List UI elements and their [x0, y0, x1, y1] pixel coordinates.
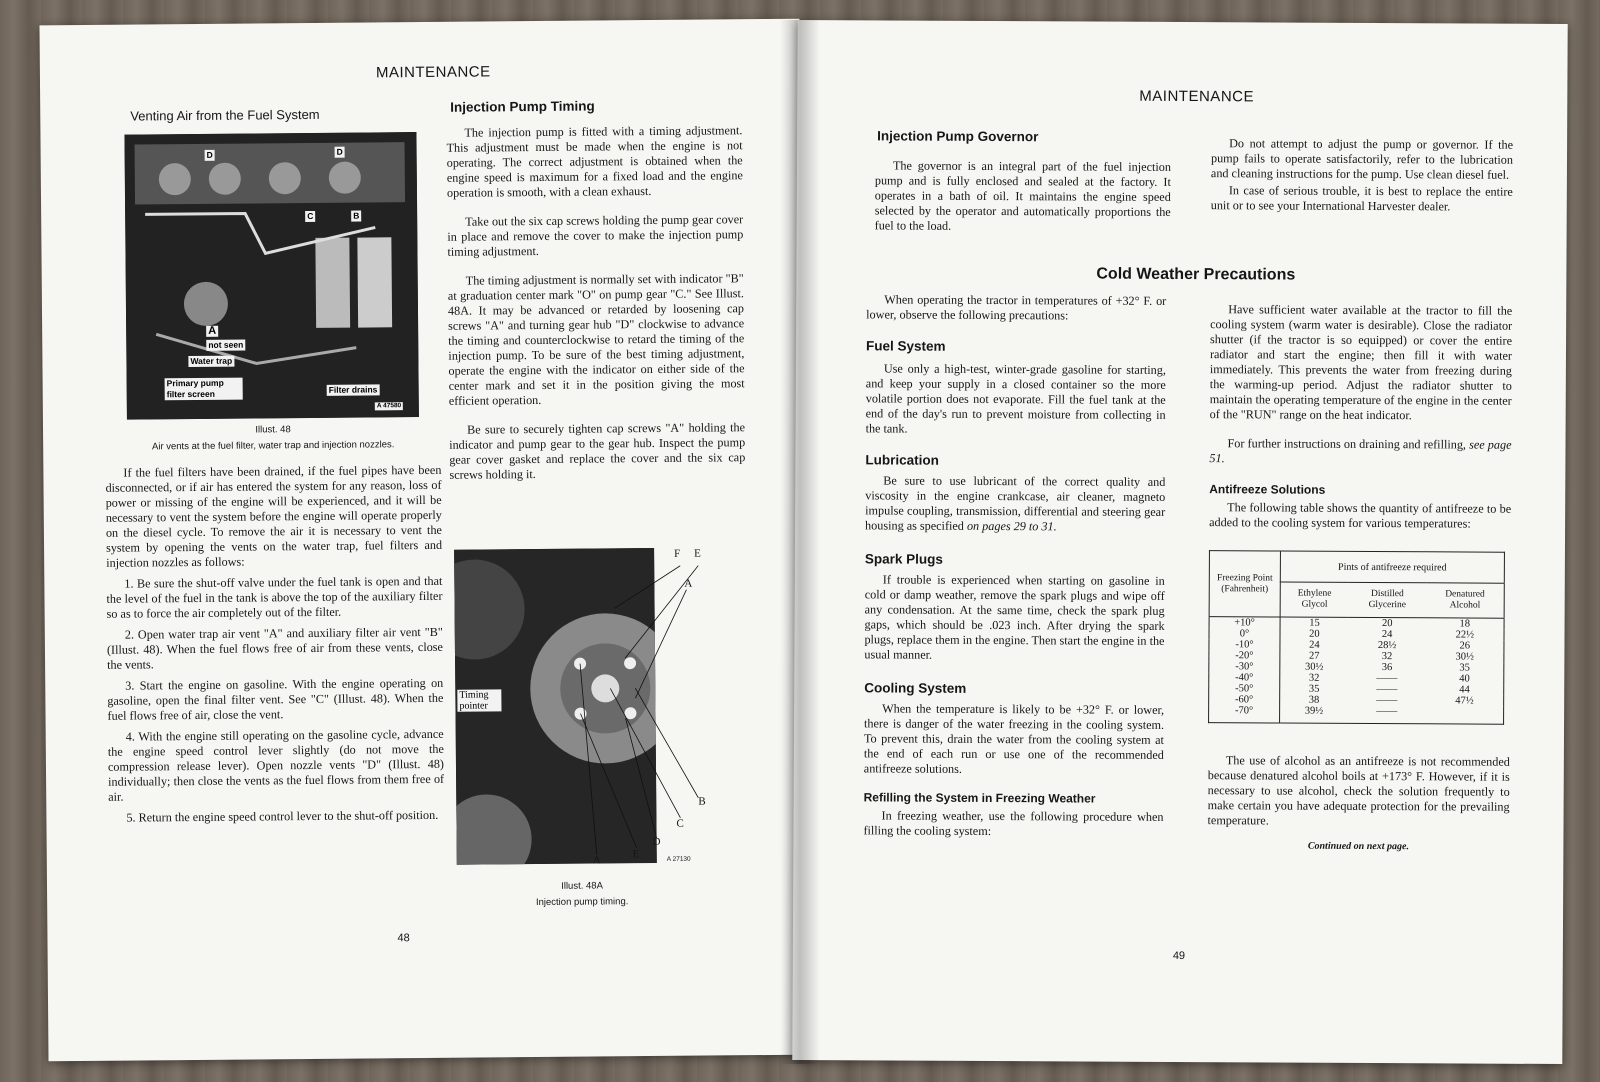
section-title-cooling-system: Cooling System: [864, 680, 967, 696]
table-cell: 30½: [1305, 661, 1324, 673]
section-title-refilling: Refilling the System in Freezing Weather: [863, 790, 1096, 806]
table-header-ethylene: Ethylene Glycol: [1280, 582, 1348, 617]
table-cell: ——: [1376, 673, 1398, 685]
table-cell: -50°: [1209, 683, 1280, 694]
lubrication-page-ref: on pages 29 to 31.: [966, 518, 1057, 534]
table-cell: 22½: [1455, 629, 1474, 641]
table-header-glycerine: Distilled Glycerine: [1348, 582, 1426, 617]
page-header: MAINTENANCE: [375, 63, 491, 82]
serious-trouble-paragraph: In case of serious trouble, it is best to replace the entire unit or to see your International Harvester dealer.: [1210, 183, 1513, 214]
illus48a-label-a-bottom: A: [592, 854, 601, 867]
venting-step-2: 2. Open water trap air vent "A" and auxiliary filter air vent "B" (Illust. 48). When the fuel flows free of air from these vents, close the vents.: [106, 624, 443, 672]
illustration-48a: [454, 547, 729, 871]
table-cell: ——: [1376, 684, 1398, 696]
cooling-system-paragraph: When the temperature is likely to be +32° F. or lower, there is danger of the water freezing in the cooling system. To prevent this, drain the water from the cooling system at the end of each run or use one of the recommended antifreeze solutions.: [863, 701, 1165, 776]
illus48-label-d1: D: [205, 150, 215, 161]
page-number-right: 49: [1172, 949, 1186, 963]
illus48a-number: Illust. 48A: [561, 880, 603, 892]
table-cell: 28½: [1377, 640, 1397, 652]
table-cell: -20°: [1209, 650, 1280, 661]
governor-warning-paragraph: Do not attempt to adjust the pump or governor. If the pump fails to operate satisfactorily, refer to the lubrication and cleaning instructions for the pump. Use clean diesel fuel.: [1210, 136, 1514, 182]
illus48-caption: Air vents at the fuel filter, water trap and injection nozzles.: [151, 439, 395, 453]
illus48a-label-d: D: [652, 835, 661, 849]
table-cell: -70°: [1209, 705, 1280, 723]
water-procedure-paragraph: Have sufficient water available at the tractor to fill the cooling system (warm water is desirable). Close the radiator shutter (if the tractor is so equipped) or cover the entire radiator and start the engine; then fill it with water immediately. This prevents the water from freezing during the warming-up period. Adjust the radiator shutter to maintain the operating temperature of the engine in the center of the "RUN" range on the heat indicator.: [1209, 302, 1513, 423]
timing-paragraph-1: The injection pump is fitted with a timing adjustment. This adjustment must be made when the engine is not operating. The correct adjustment is obtained when the engine speed is maximum for a fixed load and the engine operation is smooth, with a clean exhaust.: [446, 123, 743, 200]
table-cell: 39½: [1304, 705, 1324, 717]
section-title-spark-plugs: Spark Plugs: [864, 551, 943, 567]
table-cell: 15: [1309, 617, 1320, 629]
timing-paragraph-4: Be sure to securely tighten cap screws "A" holding the indicator and pump gear to the gear hub. Inspect the pump gear cover gasket and replace the cover and the six cap screws holding it.: [449, 420, 746, 482]
illus48a-label-e-top: E: [694, 547, 701, 560]
table-cell: -30°: [1209, 661, 1280, 672]
table-cell: ——: [1376, 695, 1398, 707]
section-title-antifreeze: Antifreeze Solutions: [1209, 482, 1326, 497]
table-cell: 20: [1381, 618, 1393, 630]
section-title-cold-weather: Cold Weather Precautions: [1096, 265, 1296, 284]
section-title-fuel-system: Fuel System: [865, 338, 946, 354]
cold-weather-intro: When operating the tractor in temperatures of +32° F. or lower, observe the following precautions:: [866, 292, 1167, 323]
table-header-alcohol: Denatured Alcohol: [1426, 583, 1504, 618]
table-header-freezing-point: Freezing Point (Fahrenheit): [1209, 551, 1280, 617]
illus48-label-primary-pump: Primary pump filter screen: [165, 378, 243, 401]
venting-step-4: 4. With the engine still operating on the gasoline cycle, advance the engine speed control lever slightly (do not move the compression release lever). Open nozzle vents "D" (Illust. 48) individually; then close the vents as the fuel flows from them free of air.: [107, 726, 445, 804]
section-title-governor: Injection Pump Governor: [877, 128, 1039, 145]
venting-step-1: 1. Be sure the shut-off valve under the fuel tank is open and that the level of the fuel in the tank is above the top of the auxiliary filter so as to force the air completely out of the filter.: [106, 573, 443, 621]
illus48-label-d2: D: [335, 147, 345, 158]
illus48a-label-b: B: [698, 795, 706, 808]
illus48-label-b: B: [351, 211, 361, 222]
table-cell: -40°: [1209, 672, 1280, 683]
illus48-label-filter-drains: Filter drains: [327, 384, 380, 395]
illus48a-label-f: F: [674, 547, 681, 560]
venting-step-5: 5. Return the engine speed control lever to the shut-off position.: [126, 807, 439, 825]
table-cell: 32: [1308, 672, 1320, 684]
fuel-system-paragraph: Use only a high-test, winter-grade gasoline for starting, and keep your supply in a closed container so the more volatile portion does not evaporate. Fill the fuel tank at the end of the day's run to prevent moisture from collecting in the tank.: [865, 361, 1166, 436]
book-gutter: [780, 20, 820, 1064]
alcohol-warning-paragraph: The use of alcohol as an antifreeze is not recommended because denatured alcohol boils at +173° F. However, if it is necessary to use alcohol, check the solution frequently to make certain you have adequate protection for the prevailing temperature.: [1207, 753, 1510, 828]
table-cell: 35: [1459, 662, 1470, 674]
left-page: [39, 19, 808, 1062]
refilling-paragraph: In freezing weather, use the following procedure when filling the cooling system:: [863, 808, 1164, 839]
timing-paragraph-2: Take out the six cap screws holding the pump gear cover in place and remove the cover to make the injection pump timing adjustment.: [447, 212, 744, 259]
page-header: MAINTENANCE: [1139, 87, 1255, 106]
antifreeze-table: [1208, 550, 1505, 725]
table-cell: 0°: [1209, 628, 1280, 639]
lubrication-paragraph: Be sure to use lubricant of the correct quality and viscosity in the engine crankcase, air cleaner, magneto impulse coupling, transmission, differential and steering gear housing as specified: [865, 473, 1166, 533]
table-row: [1209, 705, 1504, 724]
table-cell: ——: [1376, 706, 1398, 718]
illus48-label-ref: A 47580: [375, 402, 403, 410]
table-row: [1209, 617, 1504, 630]
table-cell: 27: [1309, 650, 1320, 662]
table-cell: 36: [1381, 662, 1393, 674]
table-cell: 26: [1459, 640, 1470, 652]
table-cell: 20: [1309, 628, 1320, 640]
illus48-label-not-seen: not seen: [206, 340, 245, 351]
illus48a-label-a-top: A: [684, 577, 693, 590]
table-cell: -60°: [1209, 694, 1280, 705]
page-number-left: 48: [397, 932, 410, 945]
illus48a-leader-lines: [454, 547, 729, 871]
illus48a-label-c: C: [676, 817, 684, 830]
further-instructions-ref: see page 51.: [1209, 437, 1512, 466]
table-cell: +10°: [1209, 617, 1280, 629]
section-title-pump-timing: Injection Pump Timing: [450, 98, 595, 115]
table-cell: -10°: [1209, 639, 1280, 650]
table-cell: 44: [1459, 684, 1470, 696]
governor-paragraph: The governor is an integral part of the fuel injection pump and is fully enclosed and sealed at the factory. It operates in a bath of oil. It maintains the engine speed selected by the operator and automatically proportions the fuel to the load.: [874, 158, 1172, 233]
further-instructions-text: For further instructions on draining and refilling,: [1227, 436, 1467, 452]
table-cell: 32: [1381, 651, 1393, 663]
illus48-label-a: A: [208, 324, 217, 337]
table-cell: 47½: [1455, 695, 1474, 707]
table-cell: 24: [1309, 639, 1320, 651]
spark-plugs-paragraph: If trouble is experienced when starting on gasoline in cold or damp weather, remove the spark plugs and wipe off any condensation. At the same time, check the spark plug gaps, which should be .023 inch. After drying the spark plugs, replace them in the engine. Then start the engine in the usual manner.: [864, 572, 1165, 662]
table-header-pints: Pints of antifreeze required: [1280, 551, 1504, 583]
venting-paragraph: If the fuel filters have been drained, if the fuel pipes have been disconnected, or if air has entered the system for any reason, loss of power or missing of the engine will be experienced, and it will be necessary to vent the system before the engine will operate properly on the diesel cycle. To remove the air it is necessary to vent the system by opening the vents on the water trap, fuel filters and injection nozzles as follows:: [105, 462, 443, 570]
table-cell: 18: [1459, 618, 1471, 630]
illus48-label-water-trap: Water trap: [188, 356, 234, 367]
illus48a-label-e-bottom: E: [632, 848, 640, 861]
illustration-48-photo: [124, 132, 418, 420]
table-cell: 38: [1308, 694, 1320, 706]
table-cell: 30½: [1455, 651, 1474, 663]
engine-photo-drawing: [124, 132, 418, 420]
illus48-number: Illust. 48: [255, 424, 291, 436]
antifreeze-intro: The following table shows the quantity of antifreeze to be added to the cooling system for various temperatures:: [1209, 500, 1512, 531]
section-title-lubrication: Lubrication: [865, 452, 939, 468]
illus48a-label-timing-pointer: Timing pointer: [457, 689, 501, 711]
illus48a-caption: Injection pump timing.: [535, 896, 629, 909]
venting-step-3: 3. Start the engine on gasoline. With the engine operating on gasoline, open the final filter vent. See "C" (Illust. 48). When the fuel flows free of air, close the vent.: [107, 675, 444, 723]
illus48a-label-ref: A 27130: [666, 855, 691, 863]
section-title-venting: Venting Air from the Fuel System: [130, 106, 320, 124]
table-cell: 35: [1308, 683, 1320, 695]
timing-paragraph-3: The timing adjustment is normally set with indicator "B" at graduation center mark "O" on pump gear "C." See Illust. 48A. It may be advanced or retarded by loosening cap screws "A" and turning gear hub "D" clockwise to advance the timing and counterclockwise to retard the timing of the injection pump. To be sure of the best timing adjustment, operate the engine with the indicator on either side of the center mark and set it in the position giving the most efficient operation.: [447, 271, 745, 408]
continued-note: Continued on next page.: [1307, 840, 1409, 853]
right-page: [792, 20, 1567, 1064]
illus48-label-c: C: [305, 211, 315, 222]
table-cell: 40: [1459, 673, 1470, 685]
table-cell: 24: [1381, 629, 1393, 641]
table-cell: [1426, 706, 1504, 724]
